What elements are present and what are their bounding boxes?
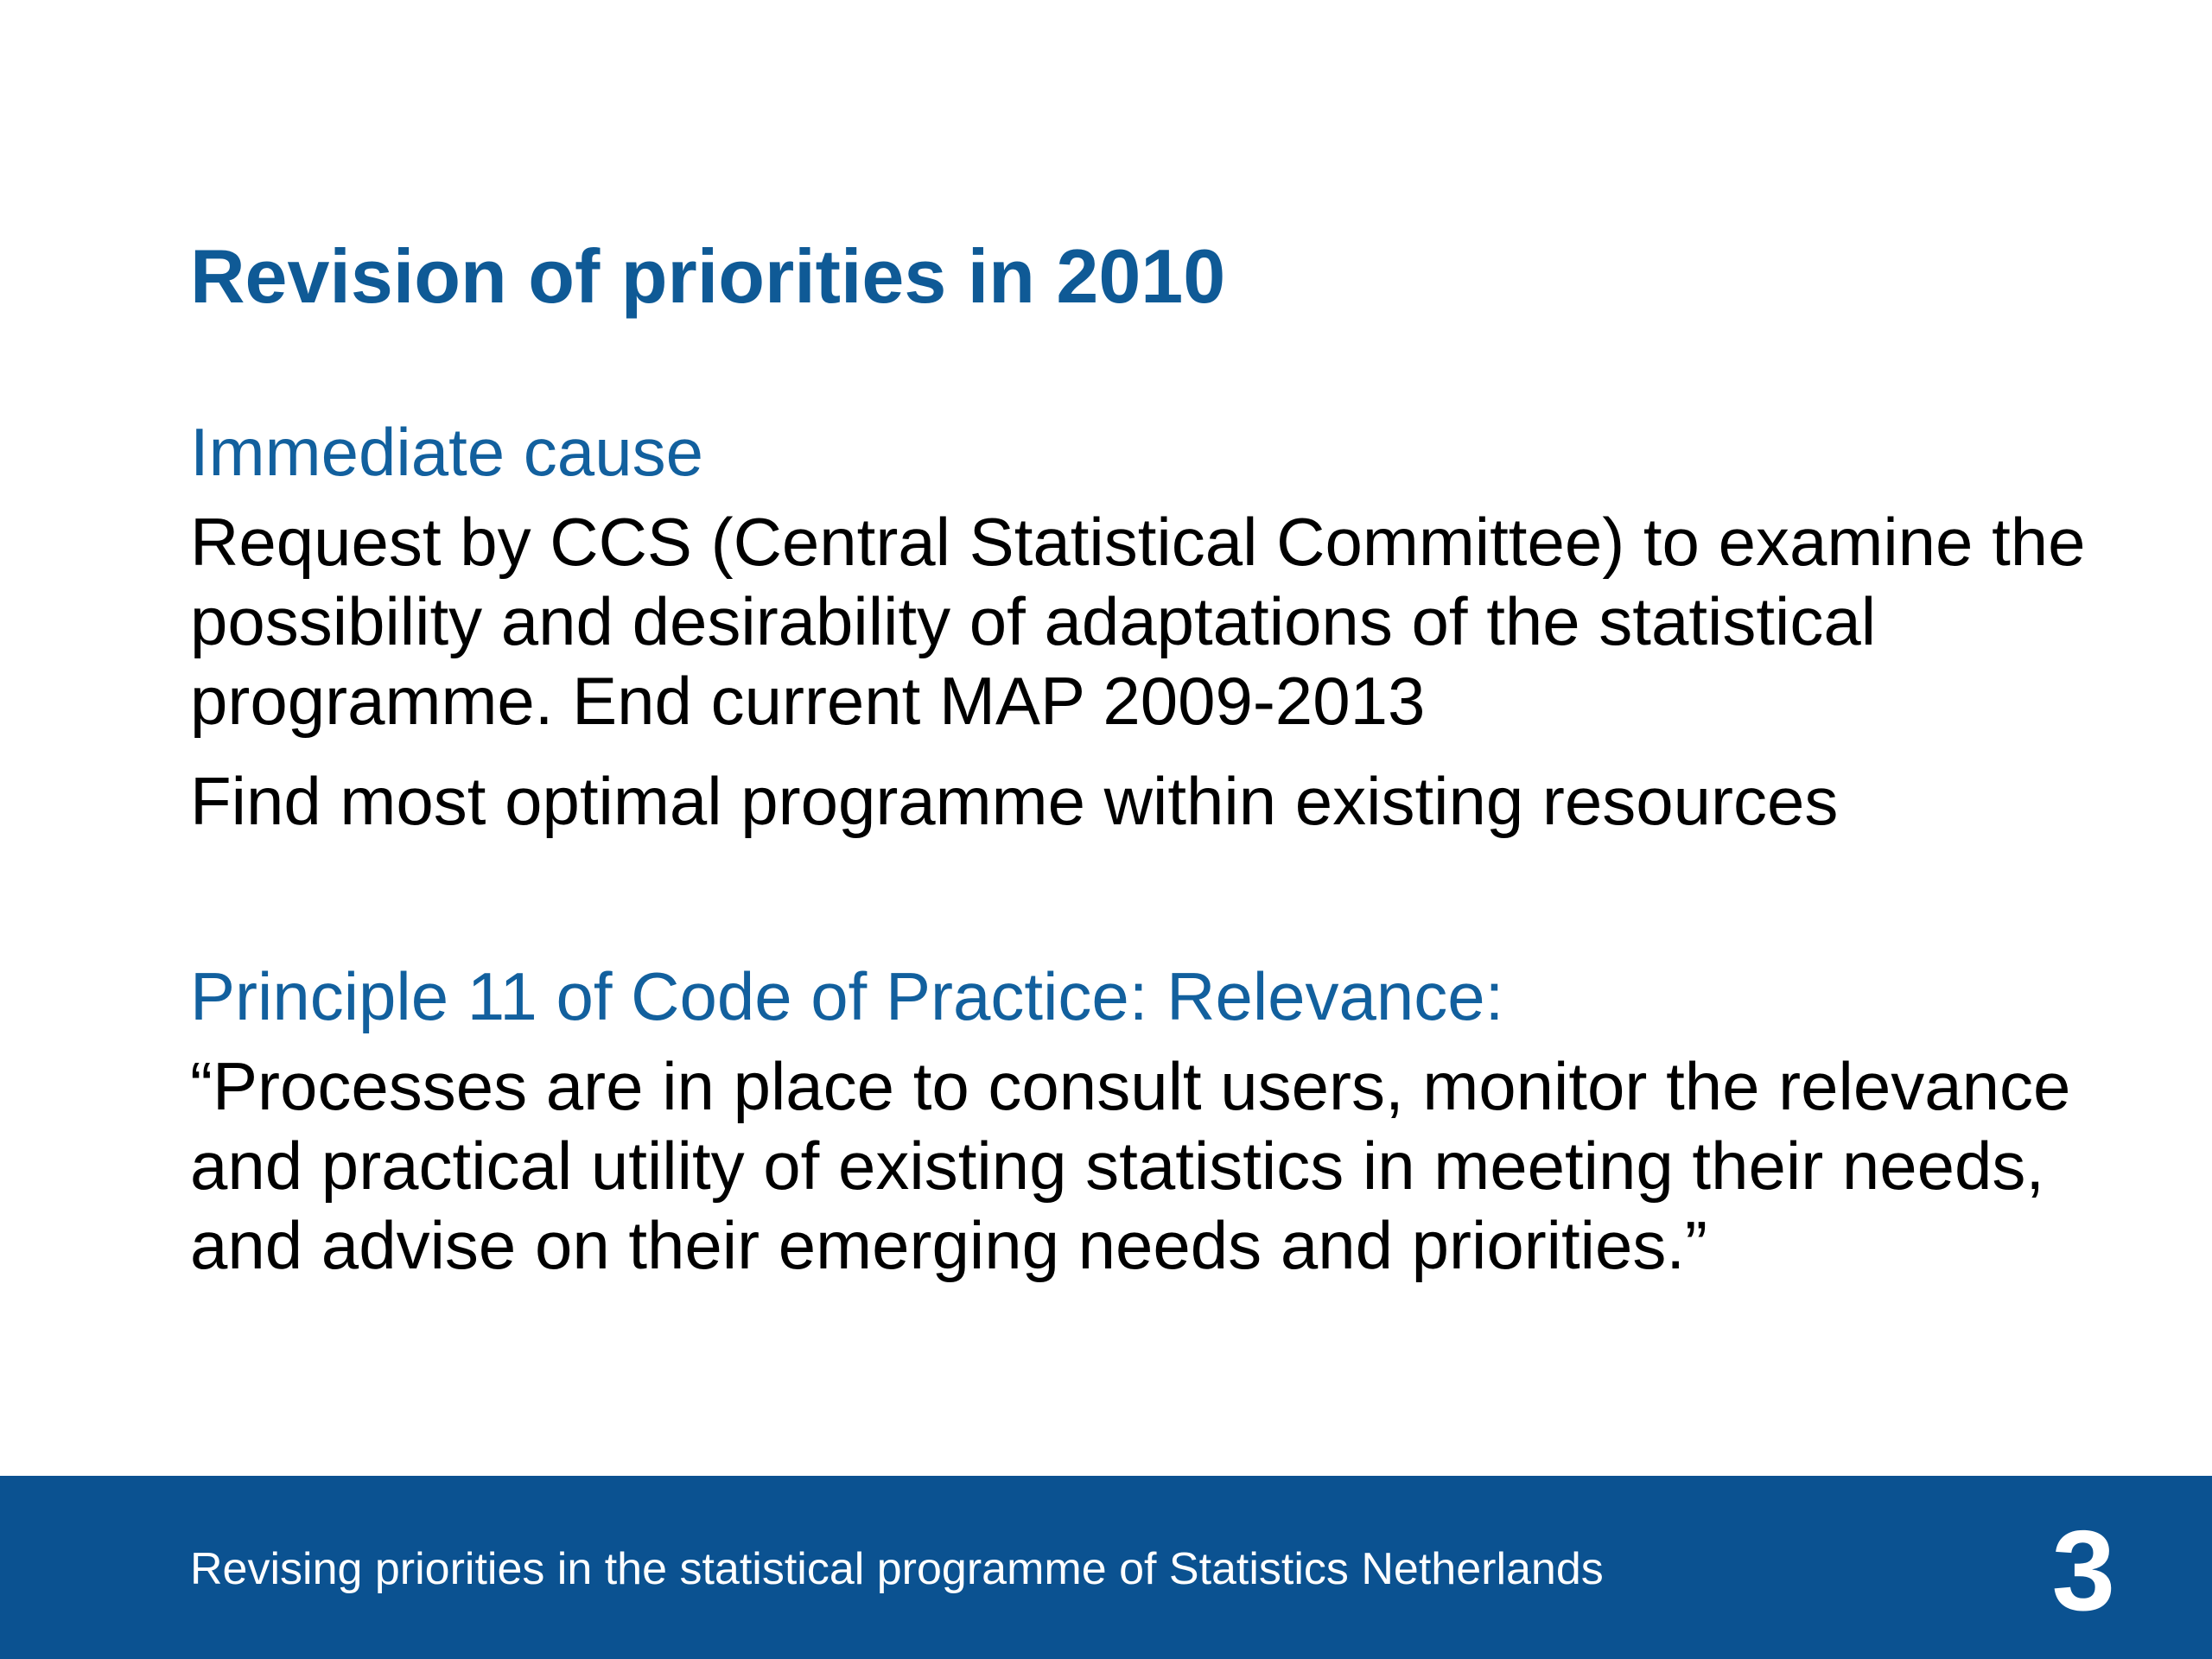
slide-title: Revision of priorities in 2010 [190,233,1226,319]
footer-text: Revising priorities in the statistical programme of Statistics Netherlands [190,1544,1604,1594]
section-heading-immediate-cause: Immediate cause [190,414,703,490]
paragraph-optimal-programme: Find most optimal programme within existing resources [190,763,1839,839]
footer-bar [0,1476,2212,1659]
section-heading-principle-11: Principle 11 of Code of Practice: Relevance: [190,958,1504,1034]
page-number: 3 [2051,1507,2115,1634]
paragraph-principle-quote: “Processes are in place to consult users, monitor the relevance and practical utility of existing statistics in meeting their needs, and advise on their emerging needs and priorities.” [190,1048,2071,1283]
slide-content [190,229,2091,1285]
paragraph-ccs-request: Request by CCS (Central Statistical Committee) to examine the possibility and desirability of adaptations of the statistical programme. End current MAP 2009-2013 [190,504,2086,739]
